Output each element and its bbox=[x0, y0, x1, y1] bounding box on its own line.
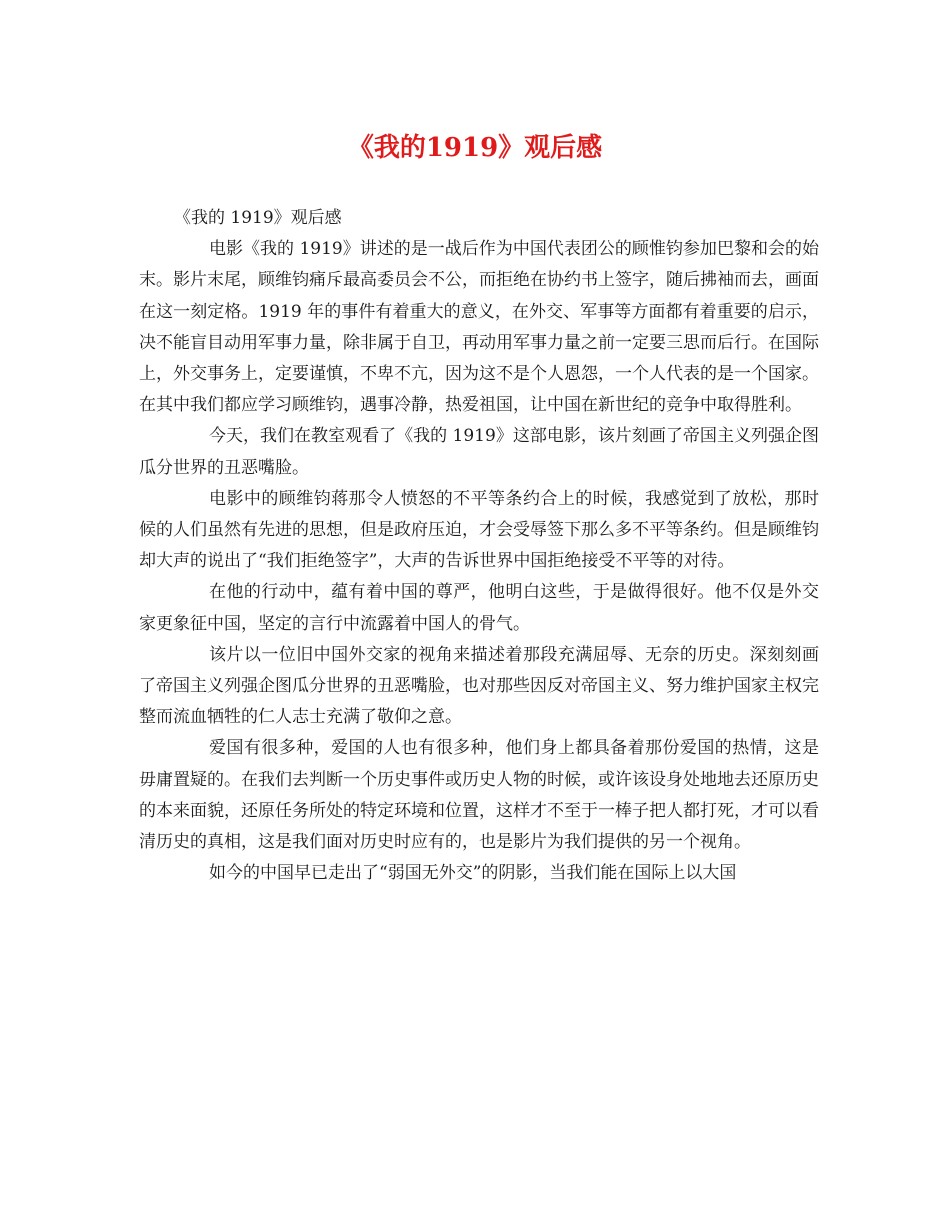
paragraph: 如今的中国早已走出了“弱国无外交”的阴影，当我们能在国际上以大国 bbox=[209, 863, 737, 884]
document-title: 《我的1919》观后感 bbox=[347, 133, 603, 163]
paragraph: 电影中的顾维钧蒋那令人愤怒的不平等条约合上的时候，我感觉到了放松，那时候的人们虽然有先进的思想，但是政府压迫，才会受辱签下那么多不平等条约。但是顾维钧却大声的说出了“我们拒绝签字”，大声的告诉世界中国拒绝接受不平等的对待。 bbox=[139, 488, 819, 572]
paragraph: 电影《我的 1919》讲述的是一战后作为中国代表团公的顾惟钧参加巴黎和会的始末。影片末尾，顾维钧痛斥最高委员会不公，而拒绝在协约书上签字，随后拂袖而去，画面在这一刻定格。1919 年的事件有着重大的意义，在外交、军事等方面都有着重要的启示，决不能盲目动用军事力量，除非属于自卫，再动用军事力量之前一定要三思而后行。在国际上，外交事务上，定要谨慎，不卑不亢，因为这不是个人恩怨，一个人代表的是一个国家。在其中我们都应学习顾维钧，遇事冷静，热爱祖国，让中国在新世纪的竞争中取得胜利。 bbox=[139, 239, 819, 416]
paragraph: 今天，我们在教室观看了《我的 1919》这部电影，该片刻画了帝国主义列强企图瓜分世界的丑恶嘴脸。 bbox=[139, 426, 819, 478]
document-body bbox=[139, 203, 819, 889]
paragraph: 爱国有很多种，爱国的人也有很多种，他们身上都具备着那份爱国的热情，这是毋庸置疑的。在我们去判断一个历史事件或历史人物的时候，或许该设身处地地去还原历史的本来面貌，还原任务所处的特定环境和位置，这样才不至于一棒子把人都打死，才可以看清历史的真相，这是我们面对历史时应有的，也是影片为我们提供的另一个视角。 bbox=[139, 738, 819, 853]
document-subtitle: 《我的 1919》观后感 bbox=[174, 208, 342, 228]
paragraph: 该片以一位旧中国外交家的视角来描述着那段充满屈辱、无奈的历史。深刻刻画了帝国主义列强企图瓜分世界的丑恶嘴脸，也对那些因反对帝国主义、努力维护国家主权完整而流血牺牲的仁人志士充满了敬仰之意。 bbox=[139, 644, 819, 728]
paragraph: 在他的行动中，蕴有着中国的尊严，他明白这些，于是做得很好。他不仅是外交家更象征中国，坚定的言行中流露着中国人的骨气。 bbox=[139, 582, 819, 634]
